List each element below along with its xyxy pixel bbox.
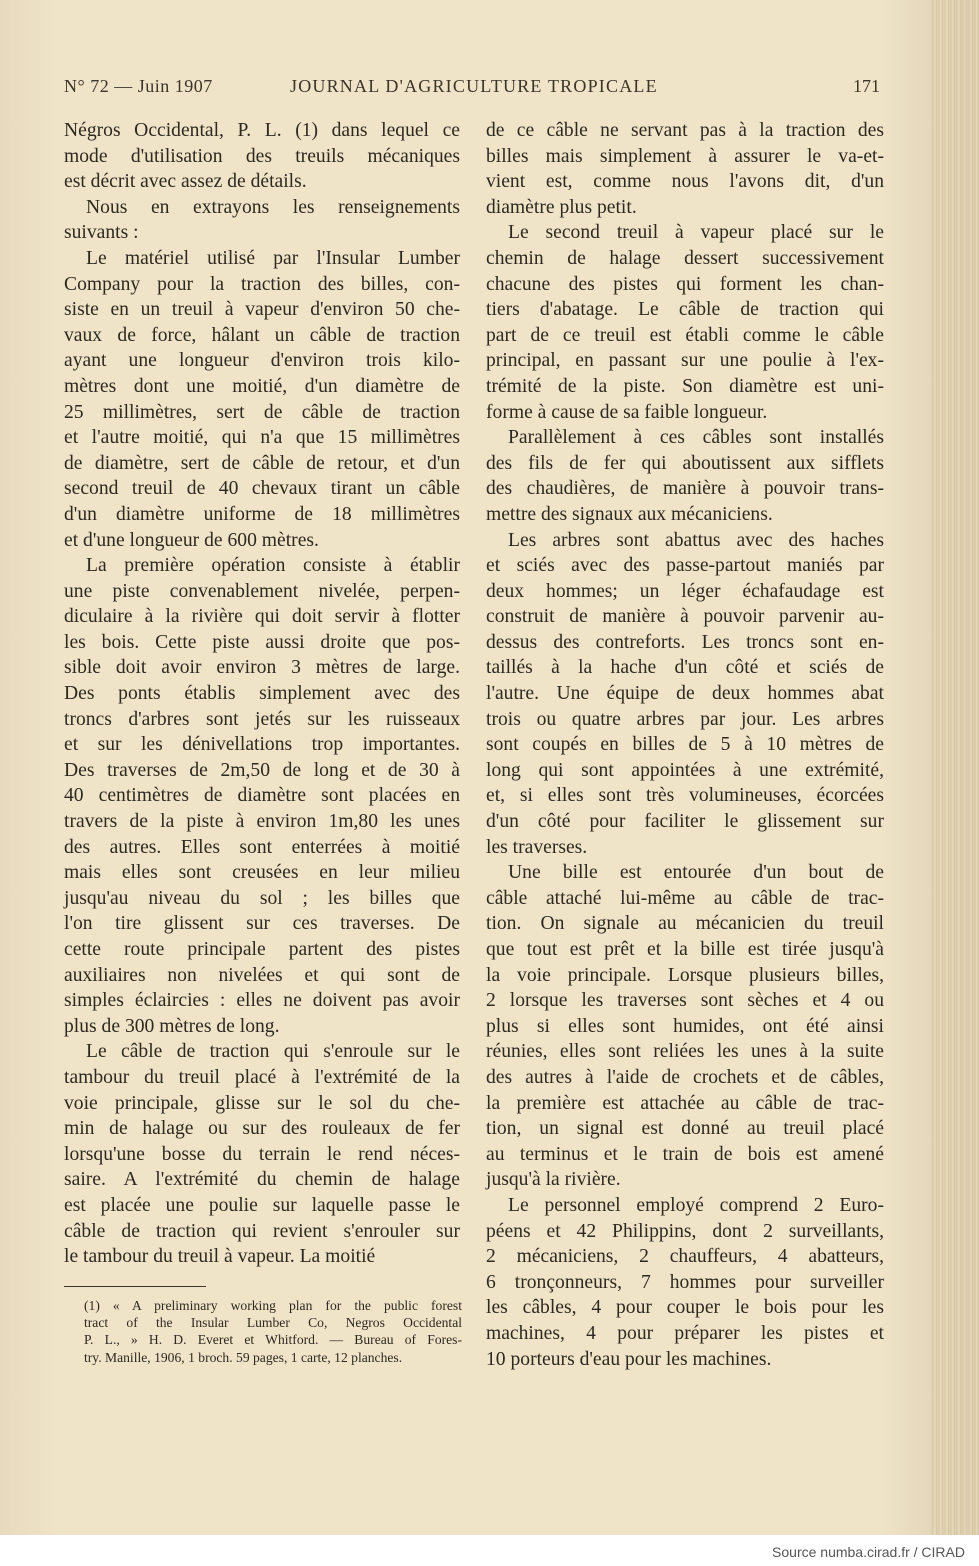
page-number: 171 — [853, 76, 880, 96]
footnote-line: try. Manille, 1906, 1 broch. 59 pages, 1 carte, 12 planches. — [84, 1349, 403, 1365]
text-line: simples éclaircies : elles ne doivent pas avoir — [64, 990, 460, 1012]
text-line: ayant une longueur d'environ trois kilo- — [64, 350, 460, 372]
text-line: Le second treuil à vapeur placé sur le — [508, 222, 884, 244]
paragraph — [64, 246, 460, 553]
text-line: au terminus et le train de bois est amené — [486, 1143, 884, 1165]
text-line: des autres. Elles sont enterrées à moitié — [64, 836, 460, 858]
text-line: une piste convenablement nivelée, perpen- — [64, 580, 460, 602]
text-line: des fils de fer qui aboutissent aux sifflets — [486, 452, 884, 474]
text-line: tambour du treuil placé à l'extrémité de la — [64, 1066, 460, 1088]
paragraph — [64, 553, 460, 1039]
paragraph — [64, 118, 460, 195]
text-line: 6 tronçonneurs, 7 hommes pour surveiller — [486, 1271, 884, 1293]
text-line: chacune des pistes qui forment les chan- — [486, 273, 884, 295]
text-line: que tout est prêt et la bille est tirée jusqu'à — [486, 939, 884, 960]
text-line: l'on tire glissent sur ces traverses. De — [64, 913, 460, 935]
text-line: diamètre plus petit. — [486, 196, 637, 218]
text-line: vient est, comme nous l'avons dit, d'un — [486, 171, 884, 193]
text-line: Les arbres sont abattus avec des haches — [508, 529, 884, 551]
text-line: d'un côté pour faciliter le glissement sur — [486, 811, 884, 833]
text-line: des chaudières, de manière à pouvoir trans- — [486, 478, 884, 500]
text-line: la voie principale. Lorsque plusieurs billes, — [486, 964, 884, 986]
text-line: dessus des contreforts. Les troncs sont en- — [486, 631, 884, 653]
text-line: mettre des signaux aux mécaniciens. — [486, 503, 773, 525]
paragraph — [486, 1193, 884, 1372]
text-line: Le câble de traction qui s'enroule sur le — [86, 1041, 460, 1063]
text-line: long qui sont appointées à une extrémité, — [486, 759, 884, 781]
text-line: troncs d'arbres sont jetés sur les ruisseaux — [64, 708, 460, 730]
text-line: et sciés avec des passe-partout maniés par — [486, 555, 884, 577]
text-line: les câbles, 4 pour couper le bois pour les — [486, 1297, 884, 1319]
running-header — [64, 76, 880, 100]
text-line: La première opération consiste à établir — [86, 555, 460, 577]
text-line: saire. A l'extrémité du chemin de halage — [64, 1169, 460, 1191]
text-line: siste en un treuil à vapeur d'environ 50 che- — [64, 299, 460, 321]
text-line: jusqu'à la rivière. — [486, 1169, 621, 1191]
journal-title: JOURNAL D'AGRICULTURE TROPICALE — [290, 76, 658, 96]
paragraph — [486, 220, 884, 425]
text-line: cette route principale partent des pistes — [64, 939, 460, 960]
text-line: 25 millimètres, sert de câble de traction — [64, 401, 460, 423]
text-line: auxiliaires non nivelées et qui sont de — [64, 964, 460, 986]
text-line: jusqu'au niveau du sol ; les billes que — [64, 887, 460, 909]
text-line: Des traverses de 2m,50 de long et de 30 à — [64, 759, 460, 781]
text-line: et d'une longueur de 600 mètres. — [64, 529, 319, 551]
paragraph — [486, 118, 884, 220]
text-line: forme à cause de sa faible longueur. — [486, 401, 768, 423]
source-credit: Source numba.cirad.fr / CIRAD — [772, 1544, 965, 1560]
text-line: plus si elles sont humides, ont été ainsi — [486, 1015, 884, 1037]
issue-date: N° 72 — Juin 1907 — [64, 76, 213, 96]
text-line: mais elles sont creusées en leur milieu — [64, 862, 460, 884]
text-line: d'un diamètre uniforme de 18 millimètres — [64, 503, 460, 525]
text-line: second treuil de 40 chevaux tirant un câble — [64, 478, 460, 500]
text-line: taillés à la hache d'un côté et sciés de — [486, 657, 884, 679]
paragraph — [486, 528, 884, 861]
text-line: deux hommes; un léger échafaudage est — [486, 580, 884, 602]
text-line: billes mais simplement à assurer le va-et- — [486, 145, 884, 167]
text-line: des autres à l'aide de crochets et de câbles, — [486, 1066, 884, 1088]
paragraph — [64, 195, 460, 246]
text-line: réunies, elles sont reliées les unes à la suite — [486, 1041, 884, 1063]
text-line: et, si elles sont très volumineuses, écorcées — [486, 785, 884, 807]
text-line: le tambour du treuil à vapeur. La moitié — [64, 1246, 376, 1268]
text-line: diculaire à la rivière qui doit servir à flotter — [64, 606, 460, 628]
footnote-line: (1) « A preliminary working plan for the public forest — [84, 1298, 462, 1313]
text-line: la première est attachée au câble de trac- — [486, 1092, 884, 1114]
text-line: Le personnel employé comprend 2 Euro- — [508, 1194, 884, 1216]
text-line: câble attaché lui-même au câble de trac- — [486, 887, 884, 909]
text-line: sont coupés en billes de 5 à 10 mètres de — [486, 734, 884, 756]
text-line: 40 centimètres de diamètre sont placées en — [64, 785, 460, 807]
text-line: Parallèlement à ces câbles sont installés — [508, 427, 884, 449]
text-line: péens et 42 Philippins, dont 2 surveillants, — [486, 1220, 884, 1242]
text-line: plus de 300 mètres de long. — [64, 1015, 280, 1037]
text-line: 10 porteurs d'eau pour les machines. — [486, 1348, 772, 1370]
text-line: mètres dont une moitié, d'un diamètre de — [64, 375, 460, 397]
text-line: construit de manière à pouvoir parvenir au- — [486, 606, 884, 628]
text-line: part de ce treuil est établi comme le câble — [486, 324, 884, 346]
text-line: lorsqu'une bosse du terrain le rend néces- — [64, 1143, 460, 1165]
text-line: Une bille est entourée d'un bout de — [508, 862, 884, 884]
text-line: câble de traction qui revient s'enrouler sur — [64, 1220, 460, 1242]
text-line: de diamètre, sert de câble de retour, et d'un — [64, 452, 460, 474]
text-line: l'autre. Une équipe de deux hommes abat — [486, 683, 884, 705]
text-line: mode d'utilisation des treuils mécaniques — [64, 145, 460, 167]
text-line: les bois. Cette piste aussi droite que pos- — [64, 631, 460, 653]
paragraph — [64, 1039, 460, 1269]
text-column-left — [64, 118, 460, 1270]
text-line: chemin de halage dessert successivement — [486, 247, 884, 269]
text-line: principal, en passant sur une poulie à l'ex- — [486, 350, 884, 372]
text-line: Négros Occidental, P. L. (1) dans lequel ce — [64, 120, 460, 141]
text-line: Nous en extrayons les renseignements — [86, 196, 460, 218]
text-line: et sur les dénivellations trop importantes. — [64, 734, 460, 756]
footnote-line: tract of the Insular Lumber Co, Negros Occidental — [84, 1315, 462, 1331]
text-line: machines, 4 pour préparer les pistes et — [486, 1322, 884, 1344]
text-line: Company pour la traction des billes, con- — [64, 273, 460, 295]
text-line: est décrit avec assez de détails. — [64, 171, 307, 193]
footnote-rule — [64, 1286, 206, 1287]
text-line: suivants : — [64, 222, 139, 244]
page-edge-shadow — [931, 0, 979, 1535]
text-line: sible doit avoir environ 3 mètres de large. — [64, 657, 460, 679]
text-line: 2 mécaniciens, 2 chauffeurs, 4 abatteurs, — [486, 1246, 884, 1268]
text-line: travers de la piste à environ 1m,80 les unes — [64, 811, 460, 833]
footnote-line: P. L., » H. D. Everet et Whitford. — Bureau of Fores- — [84, 1332, 462, 1348]
paragraph — [486, 860, 884, 1193]
text-line: de ce câble ne servant pas à la traction des — [486, 120, 884, 141]
text-line: Le matériel utilisé par l'Insular Lumber — [86, 247, 460, 269]
text-line: Des ponts établis simplement avec des — [64, 683, 460, 705]
text-line: trois ou quatre arbres par jour. Les arbres — [486, 708, 884, 730]
text-line: tion. On signale au mécanicien du treuil — [486, 913, 884, 935]
text-line: 2 lorsque les traverses sont sèches et 4 ou — [486, 990, 884, 1012]
text-line: est placée une poulie sur laquelle passe le — [64, 1194, 460, 1216]
text-line: et l'autre moitié, qui n'a que 15 millimètres — [64, 427, 460, 449]
text-line: min de halage ou sur des rouleaux de fer — [64, 1118, 460, 1140]
text-line: vaux de force, hâlant un câble de traction — [64, 324, 460, 346]
text-column-right — [486, 118, 884, 1372]
text-line: les traverses. — [486, 836, 588, 858]
footnote — [84, 1297, 462, 1366]
text-line: voie principale, glisse sur le sol du che- — [64, 1092, 460, 1114]
text-line: tiers d'abatage. Le câble de traction qui — [486, 299, 884, 321]
text-line: trémité de la piste. Son diamètre est uni- — [486, 375, 884, 397]
text-line: tion, un signal est donné au treuil placé — [486, 1118, 884, 1140]
paragraph — [486, 425, 884, 527]
